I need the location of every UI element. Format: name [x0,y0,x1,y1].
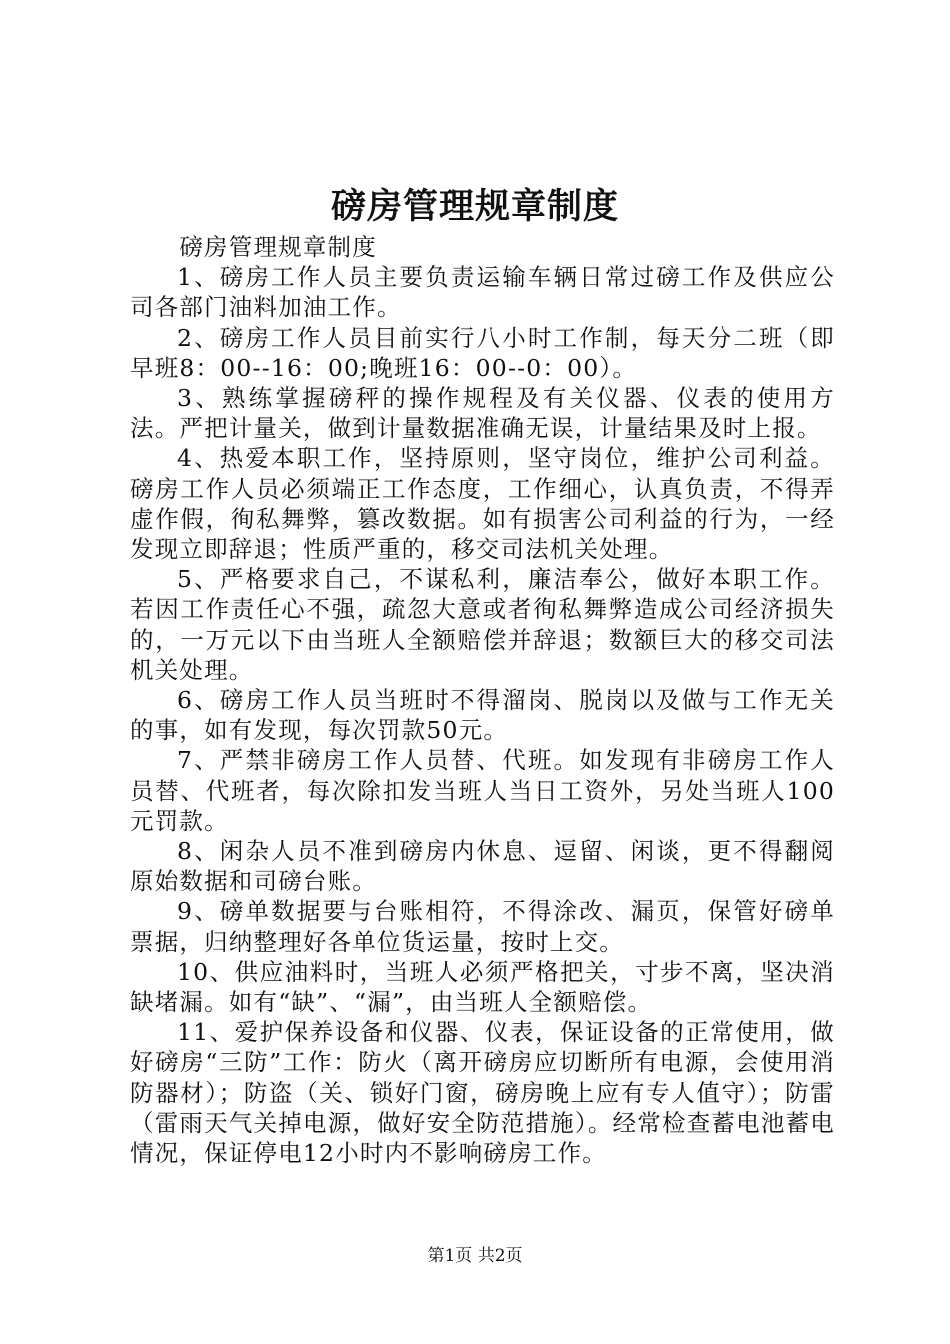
rule-paragraph-1: 1、磅房工作人员主要负责运输车辆日常过磅工作及供应公司各部门油料加油工作。 [130,263,835,322]
rule-paragraph-4: 4、热爱本职工作，坚持原则，坚守岗位，维护公司利益。磅房工作人员必须端正工作态度，工作细心，认真负责，不得弄虚作假，徇私舞弊，篡改数据。如有损害公司利益的行为，一经发现立即辞退；性质严重的，移交司法机关处理。 [130,444,835,564]
rule-paragraph-5: 5、严格要求自己，不谋私利，廉洁奉公，做好本职工作。若因工作责任心不强，疏忽大意或者徇私舞弊造成公司经济损失的，一万元以下由当班人全额赔偿并辞退；数额巨大的移交司法机关处理。 [130,565,835,684]
document-title: 磅房管理规章制度 [330,186,619,227]
page-footer: 第1页 共2页 [427,1246,523,1266]
rule-paragraph-9: 9、磅单数据要与台账相符，不得涂改、漏页，保管好磅单票据，归纳整理好各单位货运量，按时上交。 [130,897,835,956]
rule-paragraph-8: 8、闲杂人员不准到磅房内休息、逗留、闲谈，更不得翻阅原始数据和司磅台账。 [130,837,835,896]
rule-paragraph-10: 10、供应油料时，当班人必须严格把关，寸步不离，坚决消缺堵漏。如有“缺”、“漏”，由当班人全额赔偿。 [130,957,835,1017]
rule-paragraph-2: 2、磅房工作人员目前实行八小时工作制，每天分二班（即早班8：00--16：00;晚班16：00--0：00）。 [130,323,835,382]
rule-paragraph-11: 11、爱护保养设备和仪器、仪表，保证设备的正常使用，做好磅房“三防”工作：防火（离开磅房应切断所有电源，会使用消防器材）；防盗（关、锁好门窗，磅房晚上应有专人值守）；防雷（雷雨天气关掉电源，做好安全防范措施）。经常检查蓄电池蓄电情况，保证停电12小时内不影响磅房工作。 [130,1018,835,1168]
rule-paragraph-6: 6、磅房工作人员当班时不得溜岗、脱岗以及做与工作无关的事，如有发现，每次罚款50元。 [130,686,835,745]
rule-paragraph-7: 7、严禁非磅房工作人员替、代班。如发现有非磅房工作人员替、代班者，每次除扣发当班人当日工资外，另处当班人100元罚款。 [130,746,835,835]
document-body [130,232,835,1168]
document-subtitle: 磅房管理规章制度 [179,233,377,261]
rule-paragraph-3: 3、熟练掌握磅秤的操作规程及有关仪器、仪表的使用方法。严把计量关，做到计量数据准确无误，计量结果及时上报。 [130,384,835,443]
